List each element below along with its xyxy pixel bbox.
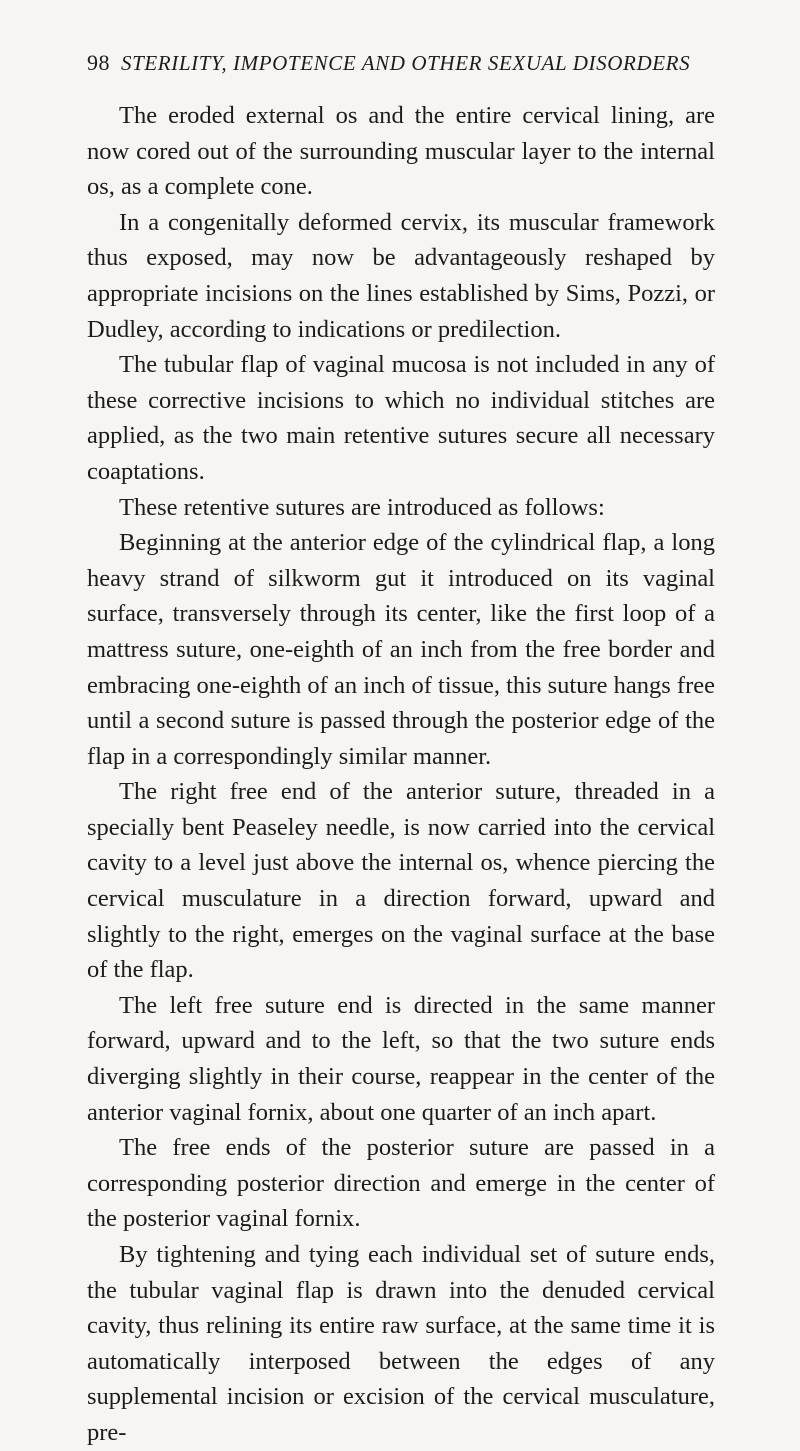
page-number: 98: [87, 50, 110, 75]
running-head: [87, 50, 727, 90]
paragraph: The right free end of the anterior suture, threaded in a specially bent Peaseley needle, is now carried into the cervical cavity to a level just above the internal os, whence piercing the cervical musculature in a direction forward, upward and slightly to the right, emerges on the vaginal surface at the base of the flap.: [87, 778, 715, 984]
paragraph: Beginning at the anterior edge of the cylindrical flap, a long heavy strand of silkworm gut it introduced on its vaginal surface, transversely through its center, like the first loop of a mattress suture, one-eighth of an inch from the free border and embracing one-eighth of an inch of tissue, this suture hangs free until a second suture is passed through the posterior edge of the flap in a correspondingly similar manner.: [87, 529, 715, 770]
paragraph: The eroded external os and the entire cervical lining, are now cored out of the surrounding muscular layer to the internal os, as a complete cone.: [87, 102, 715, 201]
paragraph: The left free suture end is directed in the same manner forward, upward and to the left, so that the two suture ends diverging slightly in their course, reappear in the center of the anterior vaginal fornix, about one quarter of an inch apart.: [87, 991, 715, 1126]
paragraph: The free ends of the posterior suture are passed in a corresponding posterior direction and emerge in the center of the posterior vaginal fornix.: [87, 1134, 715, 1233]
paragraph: In a congenitally deformed cervix, its muscular framework thus exposed, may now be advantageously reshaped by appropriate incisions on the lines established by Sims, Pozzi, or Dudley, according to indications or predilection.: [87, 208, 715, 343]
paragraph: By tightening and tying each individual set of suture ends, the tubular vaginal flap is drawn into the denuded cervical cavity, thus relining its entire raw surface, at the same time it is automatically interposed between the edges of any supplemental incision or excision of the cervical musculature, pre-: [87, 1241, 715, 1446]
paragraph: The tubular flap of vaginal mucosa is not included in any of these corrective incisions to which no individual stitches are applied, as the two main retentive sutures secure all necessary coaptations.: [87, 351, 715, 485]
paragraph: These retentive sutures are introduced as follows:: [119, 493, 605, 521]
body-text: [87, 98, 715, 1451]
running-title: STERILITY, IMPOTENCE AND OTHER SEXUAL DISORDERS: [121, 51, 691, 75]
